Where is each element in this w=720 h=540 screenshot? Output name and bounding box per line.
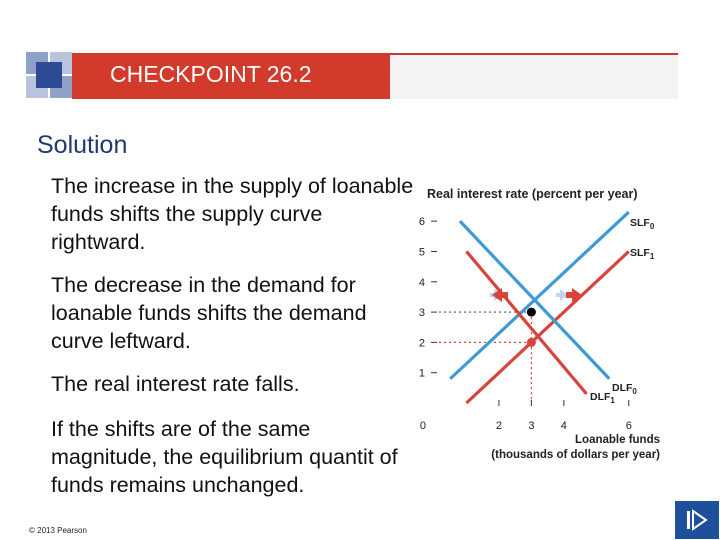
curve-slf1 [466,251,628,403]
y-tick-label: 6 [418,216,425,229]
y-tick-label: 4 [418,276,425,289]
paragraph-rate: The real interest rate falls. [51,372,300,396]
logo-squares [26,52,72,98]
curve-label-dlf0: $DLF_0$ [612,382,637,396]
paragraph-demand: The decrease in the demand for loanable funds shifts the demand curve leftward. [51,273,367,353]
supply-shift-arrow [566,288,582,302]
y-tick-label: 2 [418,337,425,350]
x-tick-label: 4 [560,420,567,432]
x-axis-label: Loanable funds [575,434,660,446]
next-slide-icon [685,509,709,531]
equilibrium-point-initial [527,308,536,317]
x-axis-label-units: (thousands of dollars per year) [491,449,660,461]
curve-dlf1 [466,251,586,393]
y-tick-label: 3 [418,307,425,320]
chart-plot [419,212,660,461]
curve-label-slf1: $SLF_1$ [630,247,655,261]
paragraph-quantity: If the shifts are of the same magnitude, the equilibrium quantit of funds remains unchanged. [51,417,398,497]
chart-title: Real interest rate (percent per year) [427,187,638,201]
loanable-funds-chart [400,178,665,468]
header-bar [72,53,390,99]
x-tick-label: 6 [625,420,632,432]
x-tick-label: 2 [495,420,502,432]
slide-title: CHECKPOINT 26.2 [110,61,312,87]
y-tick-label: 5 [418,246,425,259]
header-rule [390,53,678,99]
curve-label-dlf1: $DLF_1$ [590,391,615,405]
paragraph-supply: The increase in the supply of loanable funds shifts the supply curve rightward. [51,174,414,254]
copyright-text: © 2013 Pearson [29,526,87,535]
origin-label: 0 [419,420,426,432]
y-tick-label: 1 [418,367,425,380]
curve-label-slf0: $SLF_0$ [630,217,655,231]
x-tick-label: 3 [528,420,535,432]
curve-dlf0 [460,221,609,379]
next-slide-button[interactable] [675,501,719,539]
section-title: Solution [37,131,128,159]
equilibrium-point-new [527,338,536,347]
